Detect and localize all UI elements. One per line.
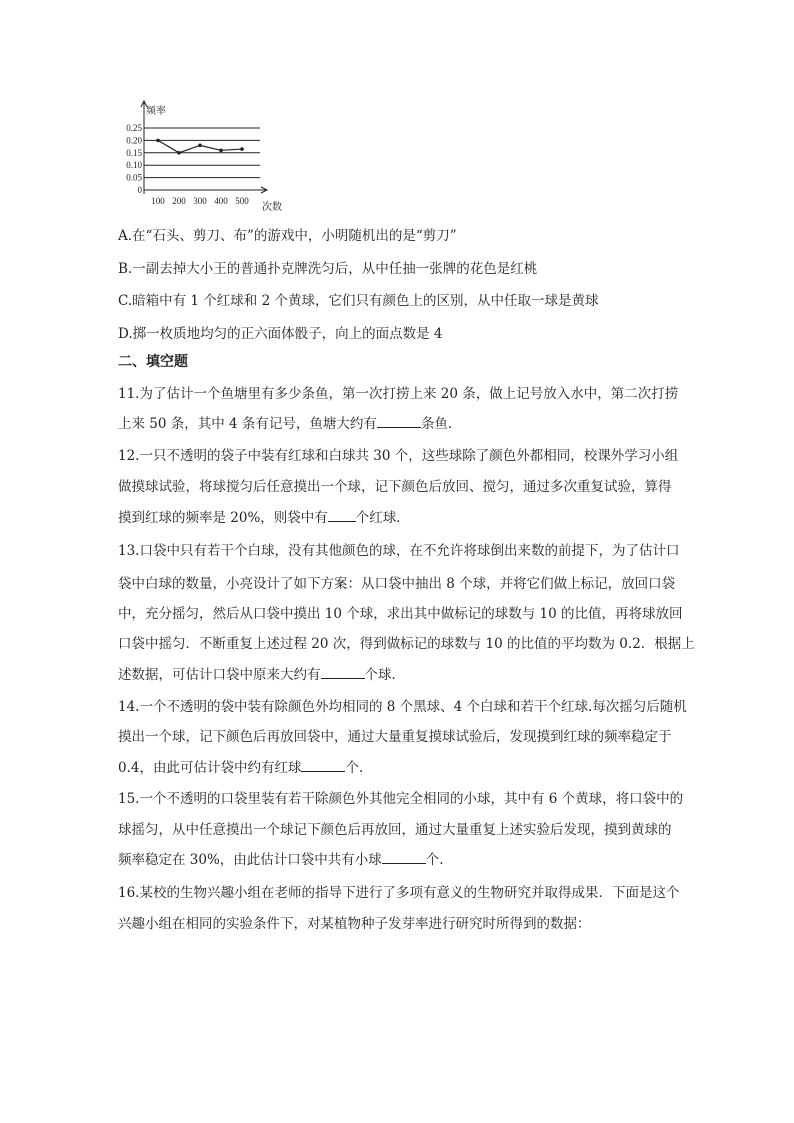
- data-point: [240, 147, 244, 151]
- q12-line3: [118, 508, 410, 528]
- q15-line2: 球摇匀，从中任意摸出一个球记下颜色后再放回，通过大量重复上述实验后发现，摸到黄球的: [118, 822, 672, 838]
- q12-text-after-blank: 个红球．: [355, 510, 410, 526]
- chart-grid: [144, 128, 260, 178]
- x-tick-label: 100: [151, 196, 165, 206]
- q15-line3: [118, 850, 444, 870]
- q11-line1: 11.为了估计一个鱼塘里有多少条鱼，第一次打捞上来 20 条，做上记号放入水中，第二次打捞: [118, 386, 679, 402]
- q15-line1: 15.一个不透明的口袋里装有若干除颜色外其他完全相同的小球，其中有 6 个黄球，将口袋中的: [118, 791, 684, 807]
- q11-text-before-blank: 上来 50 条，其中 4 条有记号，鱼塘大约有: [118, 416, 377, 432]
- q13-line3: 中，充分摇匀，然后从口袋中摸出 10 个球，求出其中做标记的球数与 10 的比值，再将球放回: [118, 606, 683, 622]
- q13-text-before-blank: 述数据，可估计口袋中原来大约有: [118, 667, 321, 683]
- data-point: [177, 151, 181, 155]
- q15-answer-blank[interactable]: [382, 850, 426, 864]
- x-tick-label: 400: [214, 196, 228, 206]
- option-b: B.一副去掉大小王的普通扑克牌洗匀后，从中任抽一张牌的花色是红桃: [118, 261, 538, 277]
- y-tick-label: 0: [137, 185, 142, 195]
- q11-text-after-blank: 条鱼．: [420, 416, 462, 432]
- option-a: A.在“石头、剪刀、布”的游戏中，小明随机出的是“剪刀”: [118, 228, 457, 244]
- q12-line1: 12.一只不透明的袋子中装有红球和白球共 30 个，这些球除了颜色外都相同，校课外学习小组: [118, 448, 679, 464]
- q12-text-before-blank: 摸到红球的频率是 20%，则袋中有: [118, 510, 328, 526]
- q14-answer-blank[interactable]: [301, 758, 345, 772]
- q14-text-after-blank: 个.: [345, 760, 364, 776]
- q14-line2: 摸出一个球，记下颜色后再放回袋中，通过大量重复摸球试验后，发现摸到红球的频率稳定于: [118, 729, 672, 745]
- option-c: C.暗箱中有 1 个红球和 2 个黄球，它们只有颜色上的区别，从中任取一球是黄球: [118, 293, 599, 309]
- q15-text-before-blank: 频率稳定在 30%，由此估计口袋中共有小球: [118, 852, 382, 868]
- q15-text-after-blank: 个.: [425, 852, 444, 868]
- q11-line2: [118, 414, 461, 434]
- q13-line1: 13.口袋中只有若干个白球，没有其他颜色的球，在不允许将球倒出来数的前提下，为了估计口: [118, 543, 680, 559]
- y-tick-label: 0.10: [126, 160, 142, 171]
- data-point: [219, 149, 223, 153]
- q14-line1: 14.一个不透明的袋中装有除颜色外均相同的 8 个黑球、4 个白球和若干个红球.每次摇匀后随机: [118, 699, 687, 715]
- data-point: [198, 144, 202, 148]
- y-tick-labels: [126, 123, 142, 195]
- option-d: D.掷一枚质地均匀的正六面体骰子，向上的面点数是 4: [118, 326, 443, 342]
- q13-line5: [118, 665, 405, 685]
- q14-text-before-blank: 0.4，由此可估计袋中约有红球: [118, 760, 302, 776]
- x-tick-label: 500: [235, 196, 249, 206]
- x-tick-labels: [151, 196, 249, 206]
- y-tick-label: 0.25: [126, 123, 142, 133]
- q16-line1: 16.某校的生物兴趣小组在老师的指导下进行了多项有意义的生物研究并取得成果．下面是这个: [118, 885, 680, 901]
- q13-line4: 口袋中摇匀．不断重复上述过程 20 次，得到做标记的球数与 10 的比值的平均数为 0.2．根据上: [118, 636, 695, 652]
- y-tick-label: 0.15: [126, 147, 142, 158]
- q12-answer-blank[interactable]: [328, 508, 356, 522]
- x-axis-label: 次数: [262, 202, 282, 213]
- data-point: [156, 139, 160, 143]
- y-tick-label: 0.05: [126, 172, 142, 183]
- y-tick-label: 0.20: [126, 135, 142, 146]
- section-title: 二、填空题: [118, 354, 188, 370]
- q16-line2: 兴趣小组在相同的实验条件下，对某植物种子发芽率进行研究时所得到的数据：: [118, 916, 591, 932]
- q12-line2: 做摸球试验，将球搅匀后任意摸出一个球，记下颜色后放回、搅匀，通过多次重复试验，算得: [118, 479, 672, 495]
- q14-line3: [118, 758, 363, 778]
- q13-answer-blank[interactable]: [321, 665, 365, 679]
- x-tick-label: 200: [172, 196, 186, 206]
- y-axis-label: 频率: [146, 106, 166, 117]
- q13-line2: 袋中白球的数量，小亮设计了如下方案：从口袋中抽出 8 个球，并将它们做上标记，放回口袋: [118, 576, 676, 592]
- x-tick-label: 300: [193, 196, 207, 206]
- q13-text-after-blank: 个球．: [364, 667, 405, 683]
- q11-answer-blank[interactable]: [377, 414, 421, 428]
- frequency-line-chart: [116, 100, 296, 218]
